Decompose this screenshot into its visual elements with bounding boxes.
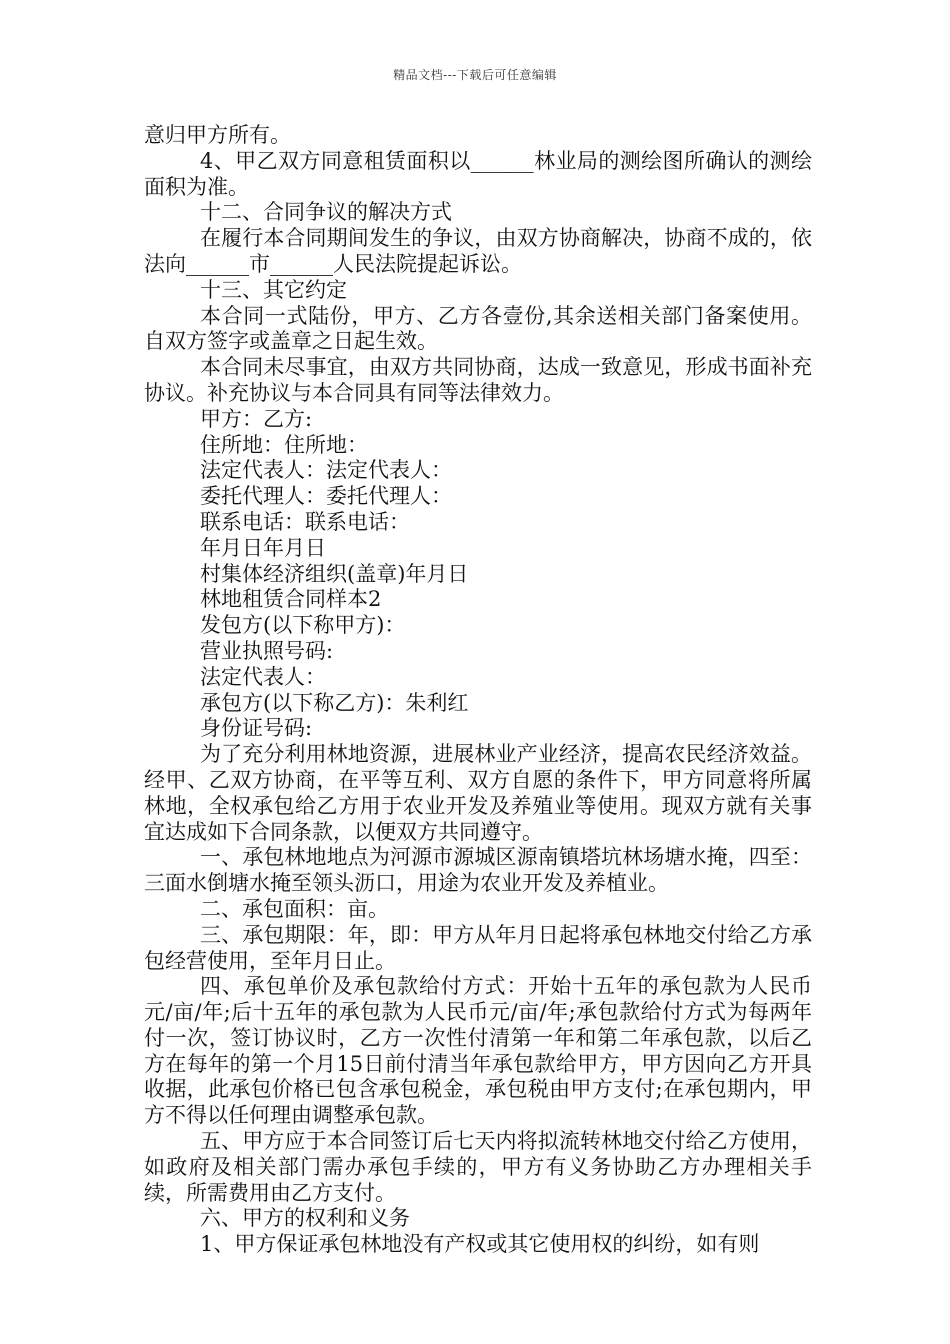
paragraph: 一、承包林地地点为河源市源城区源南镇塔坑林场塘水掩，四至：三面水倒塘水掩至领头沥口，用途为农业开发及养植业。: [144, 845, 812, 896]
party-line: 发包方(以下称甲方)：: [200, 613, 406, 638]
paragraph: 意归甲方所有。: [144, 123, 291, 147]
paragraph: 本合同一式陆份，甲方、乙方各壹份,其余送相关部门备案使用。自双方签字或盖章之日起生效。: [144, 303, 812, 354]
paragraph: 为了充分利用林地资源，进展林业产业经济，提高农民经济效益。经甲、乙双方协商，在平等互利、双方自愿的条件下，甲方同意将所属林地，全权承包给乙方用于农业开发及养殖业等使用。现双方就有关事宜达成如下合同条款，以便双方共同遵守。: [144, 742, 812, 844]
signature-line: 法定代表人：法定代表人：: [200, 458, 452, 483]
paragraph: 4、甲乙双方同意租赁面积以______林业局的测绘图所确认的测绘面积为准。: [144, 148, 812, 199]
paragraph: 三、承包期限：年，即：甲方从年月日起将承包林地交付给乙方承包经营使用，至年月日止。: [144, 922, 812, 973]
party-line: 法定代表人：: [200, 664, 326, 689]
signature-line: 甲方：乙方:: [200, 406, 313, 431]
section-heading: 十三、其它约定: [200, 277, 347, 302]
paragraph: 1、甲方保证承包林地没有产权或其它使用权的纠纷，如有则: [200, 1232, 760, 1257]
paragraph: 二、承包面积：亩。: [200, 896, 389, 921]
paragraph: 四、承包单价及承包款给付方式：开始十五年的承包款为人民币元/亩/年;后十五年的承包款为人民币元/亩/年;承包款给付方式为每两年付一次，签订协议时，乙方一次性付清第一年和第二年承包款，以后乙方在每年的第一个月15日前付清当年承包款给甲方，甲方因向乙方开具收据，此承包价格已包含承包税金，承包税由甲方支付;在承包期内，甲方不得以任何理由调整承包款。: [144, 974, 812, 1128]
party-line: 营业执照号码:: [200, 638, 334, 663]
section-heading: 十二、合同争议的解决方式: [200, 200, 452, 225]
signature-line: 村集体经济组织(盖章)年月日: [200, 561, 469, 586]
page-header: 精品文档---下载后可任意编辑: [393, 68, 557, 82]
signature-line: 委托代理人：委托代理人：: [200, 484, 452, 509]
paragraph: 本合同未尽事宜，由双方共同协商，达成一致意见，形成书面补充协议。补充协议与本合同具有同等法律效力。: [144, 355, 812, 405]
section-heading: 六、甲方的权利和义务: [200, 1206, 410, 1231]
signature-line: 联系电话：联系电话：: [200, 509, 410, 534]
document-title: 林地租赁合同样本2: [200, 587, 382, 612]
paragraph: 五、甲方应于本合同签订后七天内将拟流转林地交付给乙方使用，如政府及相关部门需办承包手续的，甲方有义务协助乙方办理相关手续，所需费用由乙方支付。: [144, 1129, 812, 1205]
paragraph: 在履行本合同期间发生的争议，由双方协商解决，协商不成的，依法向______市______人民法院提起诉讼。: [144, 226, 812, 276]
signature-line: 住所地：住所地：: [200, 432, 368, 457]
party-line: 承包方(以下称乙方)：朱利红: [200, 690, 469, 715]
signature-line: 年月日年月日: [200, 535, 326, 560]
document-body: [144, 123, 812, 1258]
party-line: 身份证号码:: [200, 716, 313, 741]
